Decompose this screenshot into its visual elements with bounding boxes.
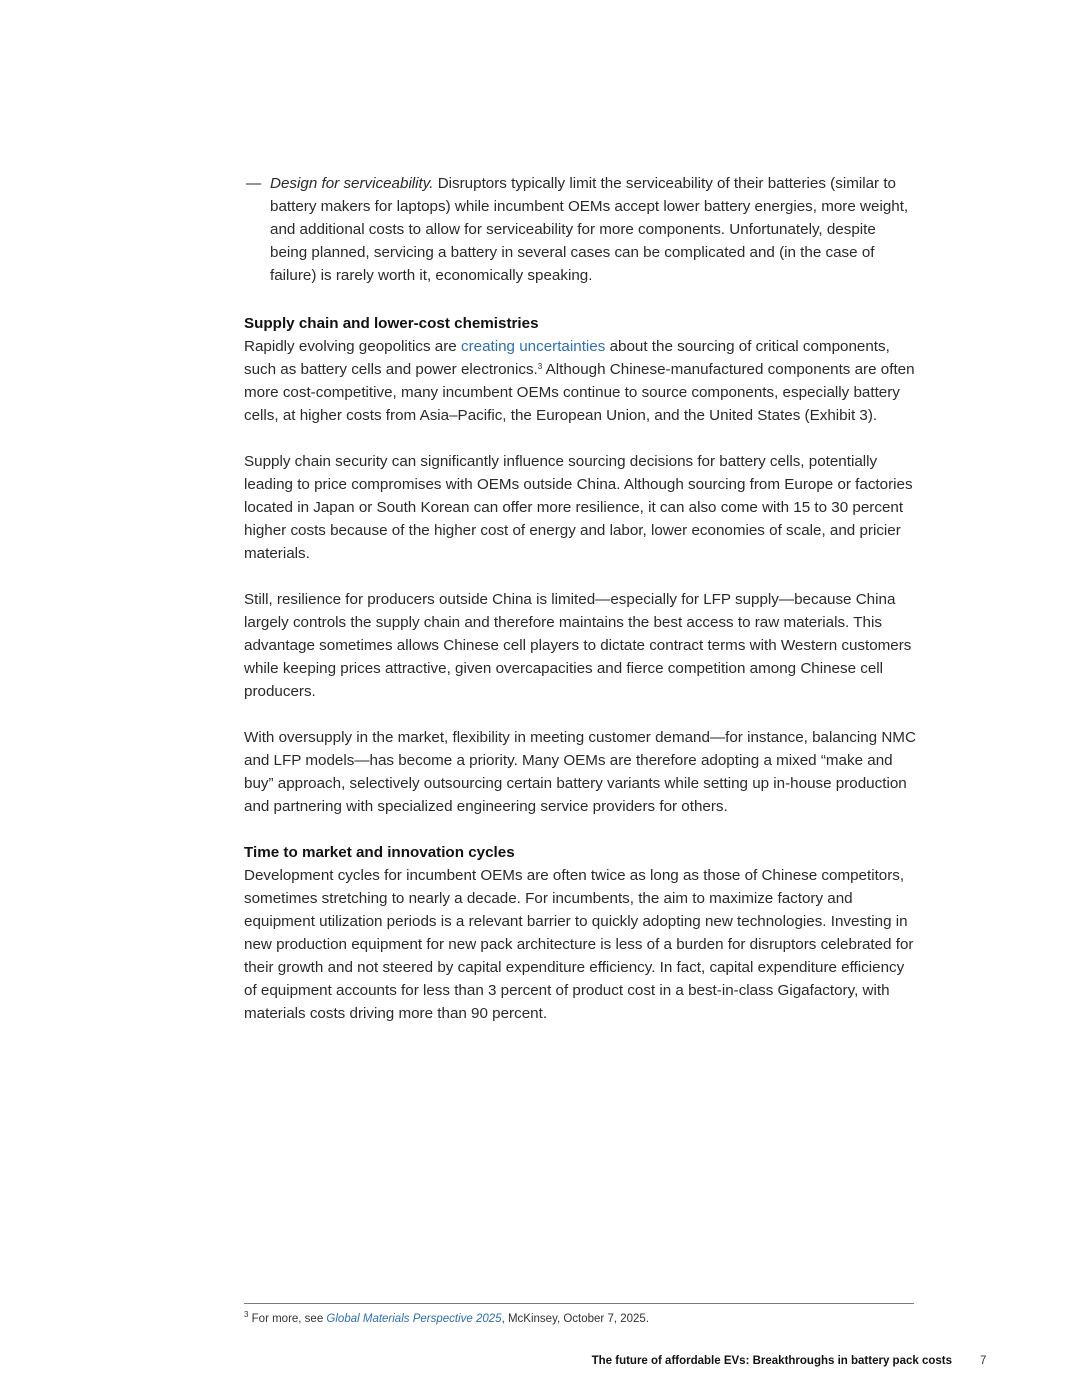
footnote-number: 3	[244, 1310, 249, 1319]
footnote-text: , McKinsey, October 7, 2025.	[501, 1313, 650, 1325]
footer-title: The future of affordable EVs: Breakthroughs in battery pack costs	[591, 1355, 952, 1367]
paragraph: With oversupply in the market, flexibility in meeting customer demand—for instance, balancing NMC and LFP models—has become a priority. Many OEMs are therefore adopting a mixed “make and buy” approach, selectively outsourcing certain battery variants while setting up in-house production and partnering with specialized engineering service providers for others.	[244, 729, 916, 815]
footnote-link[interactable]: Global Materials Perspective 2025	[326, 1313, 502, 1325]
paragraph: Development cycles for incumbent OEMs are often twice as long as those of Chinese competitors, sometimes stretching to nearly a decade. For incumbents, the aim to maximize factory and equipment utilization periods is a relevant barrier to quickly adopting new technologies. Investing in new production equipment for new pack architecture is less of a burden for disruptors celebrated for their growth and not steered by capital expenditure efficiency. In fact, capital expenditure efficiency of equipment accounts for less than 3 percent of product cost in a best-in-class Gigafactory, with materials costs driving more than 90 percent.	[244, 867, 914, 1022]
bullet-lead: Design for serviceability.	[270, 175, 434, 192]
section-heading: Supply chain and lower-cost chemistries	[244, 315, 539, 332]
bullet-item	[244, 172, 916, 287]
section-supply-chain	[244, 312, 916, 818]
text-run: Although Chinese-manufactured components are often more cost-competitive, many incumbent OEMs continue to source components, especially battery cells, at higher costs from Asia–Pacific, the European Union, and the United States (Exhibit 3).	[244, 361, 915, 424]
bullet-dash: —	[246, 175, 262, 192]
bullet-text	[270, 172, 916, 287]
text-run: about the sourcing of critical components, such as battery cells and power electronics.	[244, 338, 890, 378]
section-heading: Time to market and innovation cycles	[244, 844, 515, 861]
bullet-body: Disruptors typically limit the serviceability of their batteries (similar to battery makers for laptops) while incumbent OEMs accept lower battery energies, more weight, and additional costs to allow for serviceability for more components. Unfortunately, despite being planned, servicing a battery in several cases can be complicated and (in the case of failure) is rarely worth it, economically speaking.	[270, 175, 909, 284]
footnote	[244, 1311, 649, 1327]
paragraph	[244, 335, 916, 427]
footnote-ref[interactable]: 3	[537, 362, 543, 371]
section-time-to-market	[244, 841, 916, 1025]
footnote-divider	[244, 1303, 914, 1304]
paragraph: Still, resilience for producers outside China is limited—especially for LFP supply—because China largely controls the supply chain and therefore maintains the best access to raw materials. This advantage sometimes allows Chinese cell players to dictate contract terms with Western customers while keeping prices attractive, given overcapacities and fierce competition among Chinese cell producers.	[244, 591, 912, 700]
paragraph: Supply chain security can significantly influence sourcing decisions for battery cells, potentially leading to price compromises with OEMs outside China. Although sourcing from Europe or factories located in Japan or South Korean can offer more resilience, it can also come with 15 to 30 percent higher costs because of the higher cost of energy and labor, lower economies of scale, and pricier materials.	[244, 453, 913, 562]
page-number: 7	[980, 1355, 987, 1367]
text-run: Rapidly evolving geopolitics are	[244, 338, 461, 355]
main-content	[244, 172, 916, 1048]
footnote-text: For more, see	[248, 1313, 327, 1325]
creating-uncertainties-link[interactable]: creating uncertainties	[460, 338, 606, 355]
